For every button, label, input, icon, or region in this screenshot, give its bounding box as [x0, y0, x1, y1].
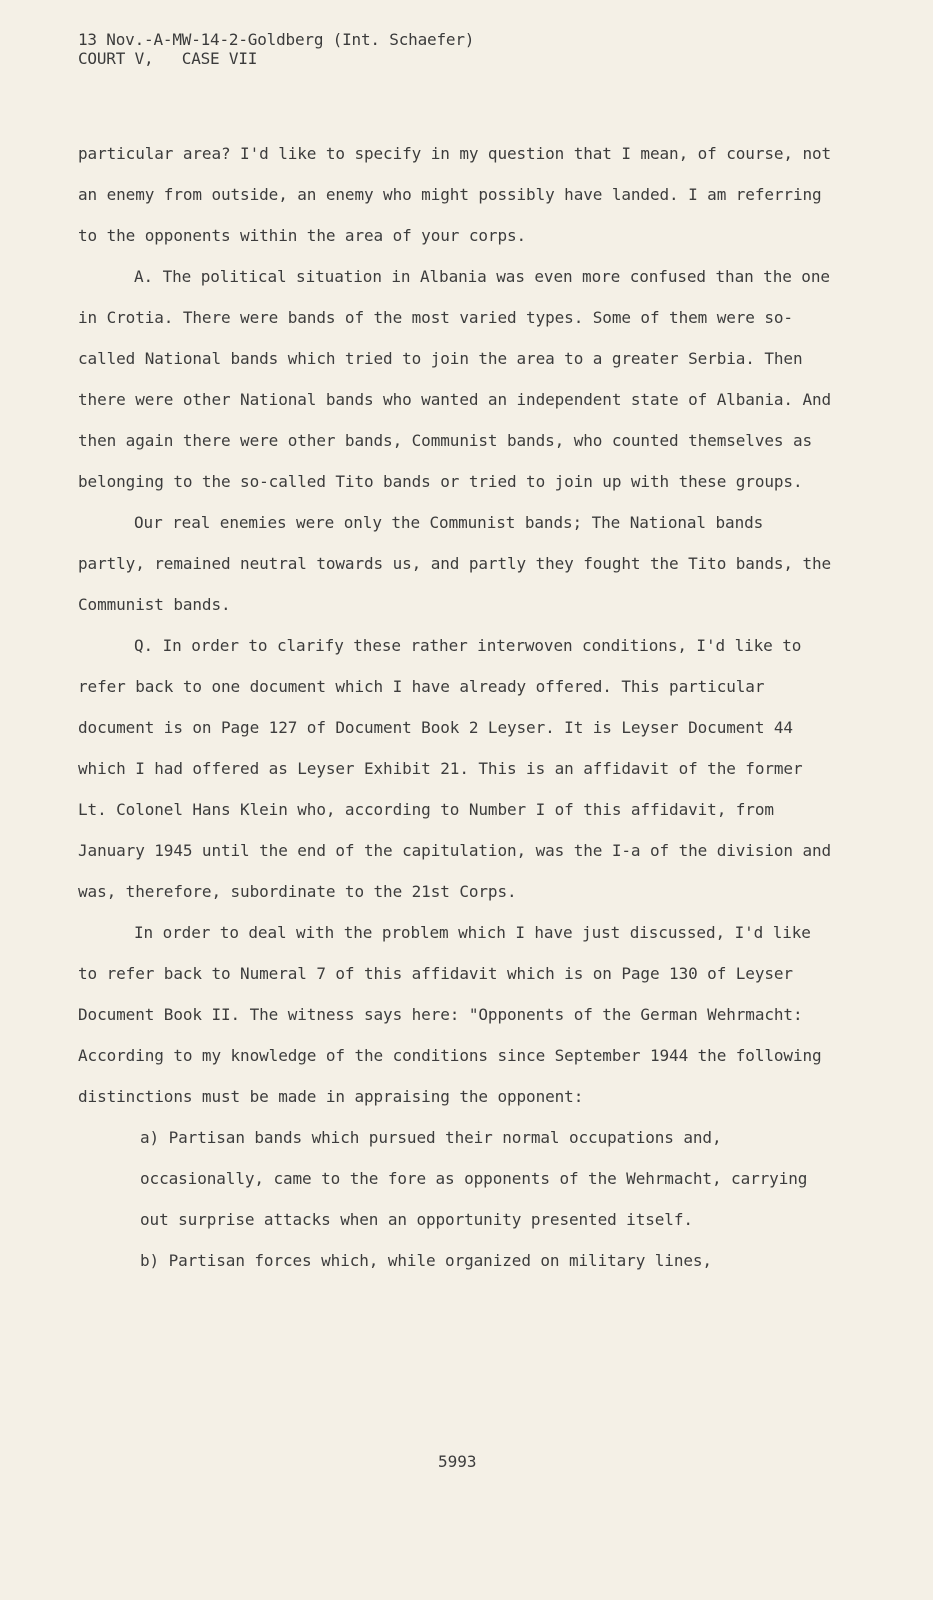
paragraph: particular area? I'd like to specify in my question that I mean, of course, not an enemy from outside, an enemy who might possibly have landed. I am referring to the opponents within the area of your corps.	[78, 144, 832, 245]
header-line-1: 13 Nov.-A-MW-14-2-Goldberg (Int. Schaefer)	[78, 30, 475, 49]
paragraph: In order to deal with the problem which I have just discussed, I'd like to refer back to Numeral 7 of this affidavit which is on Page 130 of Leyser Document Book II. The witness says here: "Opponents of the German Wehrmacht: According to my knowledge of the conditions since September 1944 the following distinctions must be made in appraising the opponent:	[78, 923, 822, 1106]
page-header	[78, 30, 474, 68]
paragraph: Q. In order to clarify these rather interwoven conditions, I'd like to refer back to one document which I have already offered. This particular document is on Page 127 of Document Book 2 Leyser. It is Leyser Document 44 which I had offered as Leyser Exhibit 21. This is an affidavit of the former Lt. Colonel Hans Klein who, according to Number I of this affidavit, from January 1945 until the end of the capitulation, was the I-a of the division and was, therefore, subordinate to the 21st Corps.	[78, 636, 832, 901]
paragraph: Our real enemies were only the Communist bands; The National bands partly, remained neutral towards us, and partly they fought the Tito bands, the Communist bands.	[78, 513, 832, 614]
page-number: 5993	[438, 1452, 477, 1471]
document-body	[78, 133, 838, 1281]
list-item: b) Partisan forces which, while organized on military lines,	[140, 1251, 712, 1270]
header-line-2: COURT V, CASE VII	[78, 49, 258, 68]
list-item: a) Partisan bands which pursued their normal occupations and, occasionally, came to the fore as opponents of the Wehrmacht, carrying out surprise attacks when an opportunity presented itself.	[140, 1128, 808, 1229]
paragraph: A. The political situation in Albania was even more confused than the one in Crotia. There were bands of the most varied types. Some of them were so-called National bands which tried to join the area to a greater Serbia. Then there were other National bands who wanted an independent state of Albania. And then again there were other bands, Communist bands, who counted themselves as belonging to the so-called Tito bands or tried to join up with these groups.	[78, 267, 832, 491]
